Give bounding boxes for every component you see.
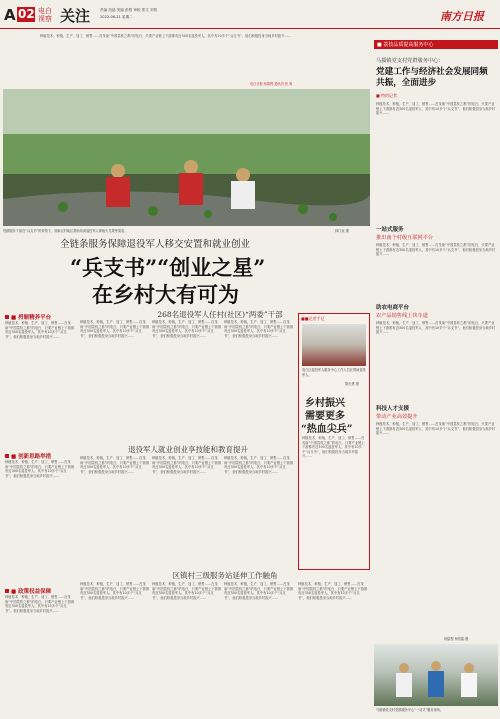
col1-text-1: 种植技术、种植，生产、加工、销售……在茂南“中国荔枝之都”的电白，只要产业链上下游都有近300名退役军人，其中有10多个“兵支书”，他们积极投身当地乡村振兴…… <box>5 321 75 339</box>
section-label-1: 电白 <box>38 7 52 15</box>
col1-text-3: 种植技术、种植，生产、加工、销售……在茂南“中国荔枝之都”的电白，只要产业链上下游都有近300名退役军人，其中有10多个“兵支书”，他们积极投身当地乡村振兴…… <box>5 595 75 613</box>
header-meta: 责编 范晶 美编 彭银 审校 郑文 刘智 <box>100 8 158 12</box>
mid-text-3a: 种植技术、种植，生产、加工、销售……在茂南“中国荔枝之都”的电白，只要产业链上下游都有近300名退役军人，其中有10多个“兵支书”，他们积极投身当地乡村振兴…… <box>80 582 150 600</box>
sidebar-photo <box>374 644 498 706</box>
mid-head-2: 退役军人就业创业享技能和教育提升 <box>128 445 248 454</box>
inset-box <box>298 313 370 570</box>
newspaper-logo: 南方日报 <box>440 10 484 23</box>
section-label-2: 视察 <box>38 15 52 23</box>
col1-subhead-1: ■ 捋顺精养平台 <box>5 313 51 321</box>
sidebar-credit: 杨铭程 杨智铭 摄 <box>444 637 469 641</box>
sidebar-photo-scene <box>374 644 498 706</box>
page-num: 02 <box>18 7 35 21</box>
mid-text-2c: 种植技术、种植，生产、加工、销售……在茂南“中国荔枝之都”的电白，只要产业链上下游都有近300名退役军人，其中有10多个“兵支书”，他们积极投身当地乡村振兴…… <box>224 456 294 474</box>
mid-head-1: 268名退役军人任村(社区)“两委”干部 <box>157 310 283 319</box>
intro-paragraph: 种植技术、种植，生产、加工、销售……在茂南“中国荔枝之都”的电白，只要产业链上下游都有近300名退役军人，其中有10多个“兵支书”，他们积极投身当地乡村振兴…… <box>40 34 292 38</box>
col1-subhead-3: ■ 政策权益保障 <box>5 587 51 595</box>
sidebar-item-title-2: 助农电商平台 <box>376 305 410 311</box>
sidebar <box>374 32 498 717</box>
page-id: A <box>4 6 16 24</box>
mid-text-3b: 种植技术、种植，生产、加工、销售……在茂南“中国荔枝之都”的电白，只要产业链上下游都有近300名退役军人，其中有10多个“兵支书”，他们积极投身当地乡村振兴…… <box>152 582 222 600</box>
section-title: 关注 <box>60 7 91 25</box>
sidebar-text-4: 种植技术、种植，生产、加工、销售……在茂南“中国荔枝之都”的电白，只要产业链上下游都有近300名退役军人，其中有10多个“兵支书”，他们积极投身当地乡村振兴…… <box>376 422 496 436</box>
inset-caption: 电白区退役军人服务中心工作人员在帮助退役军人。 <box>302 368 366 377</box>
sidebar-article-title: 马援镇党支村党群服务中心： <box>376 58 444 64</box>
inset-quote-1: 乡村振兴 <box>305 398 345 409</box>
sidebar-item-title-1: 推出南个村级互联网平台 <box>376 235 434 241</box>
sidebar-section-head: 一站式服务 <box>376 227 404 233</box>
photo-credit: 林门冠 摄 <box>335 229 349 233</box>
sidebar-banner-text: ■ 荔枝品质提高服务中心 <box>377 42 434 48</box>
lead-photo-scene <box>3 89 370 226</box>
inset-photo <box>302 324 366 366</box>
sidebar-text-3: 种植技术、种植，生产、加工、销售……在茂南“中国荔枝之都”的电白，只要产业链上下游都有近300名退役军人，其中有10多个“兵支书”，他们积极投身当地乡村振兴…… <box>376 321 496 335</box>
sidebar-caption: 马援镇党支村党群服务中心“一站式”服务现场。 <box>376 708 444 712</box>
sidebar-item-title-3: 科技人才支援 <box>376 406 410 412</box>
col1-text-2: 种植技术、种植，生产、加工、销售……在茂南“中国荔枝之都”的电白，只要产业链上下游都有近300名退役军人，其中有10多个“兵支书”，他们积极投身当地乡村振兴…… <box>5 460 75 478</box>
inset-text: 种植技术、种植，生产、加工、销售……在茂南“中国荔枝之都”的电白，只要产业链上下游都有近300名退役军人，其中有10多个“兵支书”，他们积极投身当地乡村振兴…… <box>302 436 365 459</box>
lead-headline-2: 在乡村大有可为 <box>92 282 239 307</box>
sidebar-item-sub-2: 农产品销售线上快车道 <box>376 313 428 319</box>
inset-quote-3: “热血尖兵” <box>301 424 353 435</box>
mid-text-2b: 种植技术、种植，生产、加工、销售……在茂南“中国荔枝之都”的电白，只要产业链上下游都有近300名退役军人，其中有10多个“兵支书”，他们积极投身当地乡村振兴…… <box>152 456 222 474</box>
inset-tag: ■■记者手记 <box>301 316 325 321</box>
sidebar-text-1: 种植技术、种植，生产、加工、销售……在茂南“中国荔枝之都”的电白，只要产业链上下游都有近300名退役军人，其中有10多个“兵支书”，他们积极投身当地乡村振兴…… <box>376 102 496 116</box>
mid-text-1b: 种植技术、种植，生产、加工、销售……在茂南“中国荔枝之都”的电白，只要产业链上下游都有近300名退役军人，其中有10多个“兵支书”，他们积极投身当地乡村振兴…… <box>152 320 222 338</box>
lead-kicker: 全链条服务保障退役军人移交安置和就业创业 <box>60 239 251 250</box>
photo-caption: 驻镇服务干部在“兵支书”的带领下，到新农村地区帮助培训退役军人种植火龙果等果苗。 <box>3 229 128 233</box>
mid-head-3: 区镇村三级服务站延伸工作触角 <box>172 571 278 580</box>
lead-photo <box>3 89 370 226</box>
mid-text-1c: 种植技术、种植，生产、加工、销售……在茂南“中国荔枝之都”的电白，只要产业链上下游都有近300名退役军人，其中有10多个“兵支书”，他们积极投身当地乡村振兴…… <box>224 320 294 338</box>
inset-quote-2: 需要更多 <box>305 411 345 422</box>
inset-credit: 陈长勇 摄 <box>345 382 359 386</box>
sidebar-text-2: 种植技术、种植，生产、加工、销售……在茂南“中国荔枝之都”的电白，只要产业链上下游都有近300名退役军人，其中有10多个“兵支书”，他们积极投身当地乡村振兴…… <box>376 243 496 257</box>
sidebar-article-subtitle: 党建工作与经济社会发展同频共振，全面进步 <box>376 67 488 88</box>
lead-headline-1: “兵支书”“创业之星” <box>70 255 266 280</box>
mid-text-2a: 种植技术、种植，生产、加工、销售……在茂南“中国荔枝之都”的电白，只要产业链上下游都有近300名退役军人，其中有10多个“兵支书”，他们积极投身当地乡村振兴…… <box>80 456 150 474</box>
lead-byline: 电白日报 杨铭程 通讯员 张 爽 <box>250 82 293 86</box>
header-rule <box>0 28 500 29</box>
mid-text-3d: 种植技术、种植，生产、加工、销售……在茂南“中国荔枝之都”的电白，只要产业链上下游都有近300名退役军人，其中有10多个“兵支书”，他们积极投身当地乡村振兴…… <box>298 582 368 600</box>
sidebar-item-sub-3: 带动产业高效提升 <box>376 414 418 420</box>
col1-subhead-2: ■ 创新思路举措 <box>5 452 51 460</box>
mid-text-3c: 种植技术、种植，生产、加工、销售……在茂南“中国荔枝之都”的电白，只要产业链上下游都有近300名退役军人，其中有10多个“兵支书”，他们积极投身当地乡村振兴…… <box>224 582 294 600</box>
sidebar-byline: ■ 特约记者 <box>376 93 398 98</box>
header-date: 2022-06-21 星期二 <box>100 15 133 19</box>
page-header <box>0 0 500 32</box>
mid-text-1a: 种植技术、种植，生产、加工、销售……在茂南“中国荔枝之都”的电白，只要产业链上下游都有近300名退役军人，其中有10多个“兵支书”，他们积极投身当地乡村振兴…… <box>80 320 150 338</box>
